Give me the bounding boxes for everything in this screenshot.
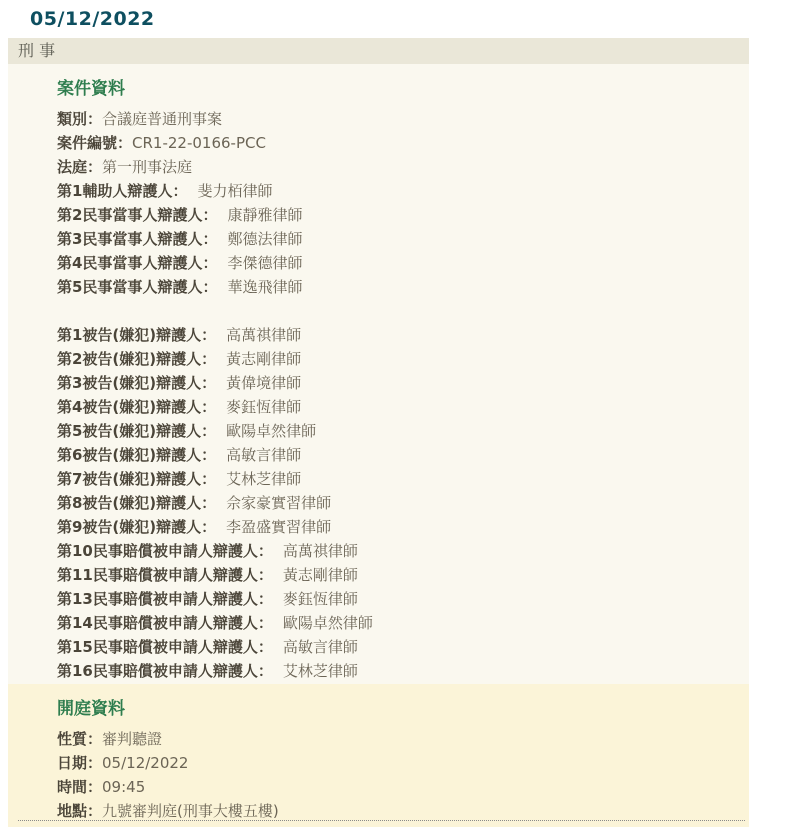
dotted-divider — [18, 820, 745, 821]
lawyer-row — [57, 203, 729, 227]
lawyer-row — [57, 587, 729, 611]
lawyer-name: 黃志剛律師 — [282, 566, 358, 584]
lawyer-label: 第1輔助人辯護人： — [57, 182, 188, 200]
lawyer-label: 第5民事當事人辯護人： — [57, 278, 218, 296]
field-label: 類別： — [57, 110, 103, 128]
lawyer-label: 第7被告(嫌犯)辯護人： — [57, 470, 217, 488]
lawyer-name: 高萬祺律師 — [282, 542, 358, 560]
lawyer-row — [57, 275, 729, 299]
field-label: 時間： — [57, 778, 103, 796]
lawyer-row — [57, 515, 729, 539]
lawyer-label: 第3被告(嫌犯)辯護人： — [57, 374, 217, 392]
content-container — [8, 38, 749, 827]
lawyer-label: 第14民事賠償被申請人辯護人： — [57, 614, 273, 632]
lawyer-row — [57, 251, 729, 275]
lawyer-name: 麥鈺恆律師 — [226, 398, 302, 416]
field-value: 合議庭普通刑事案 — [102, 110, 223, 128]
lawyer-row — [57, 491, 729, 515]
lawyer-label: 第11民事賠償被申請人辯護人： — [57, 566, 273, 584]
lawyer-row — [57, 179, 729, 203]
field-label: 法庭： — [57, 158, 103, 176]
case-info-heading: 案件資料 — [57, 79, 125, 99]
lawyer-row — [57, 371, 729, 395]
hearing-field-row — [57, 751, 729, 775]
lawyer-row — [57, 395, 729, 419]
lawyer-name: 黃志剛律師 — [226, 350, 302, 368]
case-field-row — [57, 131, 729, 155]
lawyer-row — [57, 539, 729, 563]
lawyer-label: 第2被告(嫌犯)辯護人： — [57, 350, 217, 368]
lawyer-label: 第15民事賠償被申請人辯護人： — [57, 638, 273, 656]
lawyer-name: 歐陽卓然律師 — [226, 422, 317, 440]
case-field-row — [57, 155, 729, 179]
field-label: 日期： — [57, 754, 103, 772]
field-value: CR1-22-0166-PCC — [132, 134, 266, 152]
field-value: 九號審判庭(刑事大樓五樓) — [102, 802, 279, 820]
lawyer-label: 第1被告(嫌犯)辯護人： — [57, 326, 217, 344]
blank-line — [57, 299, 729, 323]
lawyer-label: 第4民事當事人辯護人： — [57, 254, 218, 272]
category-bar — [8, 38, 749, 64]
lawyer-name: 艾林芝律師 — [226, 470, 302, 488]
lawyer-name: 艾林芝律師 — [282, 662, 358, 680]
field-label: 性質： — [57, 730, 103, 748]
lawyer-row — [57, 347, 729, 371]
lawyer-row — [57, 419, 729, 443]
lawyer-name: 黃偉境律師 — [226, 374, 302, 392]
lawyer-row — [57, 467, 729, 491]
lawyer-label: 第8被告(嫌犯)辯護人： — [57, 494, 217, 512]
lawyer-name: 斐力栢律師 — [197, 182, 273, 200]
lawyer-name: 鄭德法律師 — [227, 230, 303, 248]
lawyer-name: 歐陽卓然律師 — [282, 614, 373, 632]
lawyer-label: 第4被告(嫌犯)辯護人： — [57, 398, 217, 416]
lawyer-row — [57, 227, 729, 251]
lawyer-name: 李傑德律師 — [227, 254, 303, 272]
lawyer-name: 佘家豪實習律師 — [226, 494, 332, 512]
field-value: 09:45 — [102, 778, 146, 796]
hearing-info-heading: 開庭資料 — [57, 699, 125, 719]
field-value: 05/12/2022 — [102, 754, 189, 772]
lawyer-name: 高萬祺律師 — [226, 326, 302, 344]
category-bar-label: 刑 事 — [18, 41, 56, 60]
lawyer-row — [57, 611, 729, 635]
lawyer-name: 康靜雅律師 — [227, 206, 303, 224]
lawyer-name: 高敏言律師 — [282, 638, 358, 656]
lawyer-row — [57, 635, 729, 659]
lawyer-label: 第16民事賠償被申請人辯護人： — [57, 662, 273, 680]
case-field-row — [57, 107, 729, 131]
case-info-section — [8, 64, 749, 684]
lawyer-label: 第13民事賠償被申請人辯護人： — [57, 590, 273, 608]
lawyer-row — [57, 323, 729, 347]
lawyer-name: 華逸飛律師 — [227, 278, 303, 296]
lawyer-row — [57, 563, 729, 587]
lawyer-name: 李盈盛實習律師 — [226, 518, 332, 536]
date-heading: 05/12/2022 — [30, 8, 155, 30]
hearing-field-row — [57, 727, 729, 751]
lawyer-name: 高敏言律師 — [226, 446, 302, 464]
field-label: 地點： — [57, 802, 103, 820]
field-value: 審判聽證 — [102, 730, 163, 748]
lawyer-name: 麥鈺恆律師 — [282, 590, 358, 608]
lawyer-label: 第3民事當事人辯護人： — [57, 230, 218, 248]
hearing-field-row — [57, 775, 729, 799]
lawyer-row — [57, 659, 729, 683]
lawyer-label: 第2民事當事人辯護人： — [57, 206, 218, 224]
field-label: 案件編號： — [57, 134, 133, 152]
lawyer-label: 第10民事賠償被申請人辯護人： — [57, 542, 273, 560]
lawyer-label: 第9被告(嫌犯)辯護人： — [57, 518, 217, 536]
lawyer-label: 第5被告(嫌犯)辯護人： — [57, 422, 217, 440]
field-value: 第一刑事法庭 — [102, 158, 193, 176]
lawyer-label: 第6被告(嫌犯)辯護人： — [57, 446, 217, 464]
hearing-info-section — [8, 684, 749, 827]
lawyer-row — [57, 443, 729, 467]
